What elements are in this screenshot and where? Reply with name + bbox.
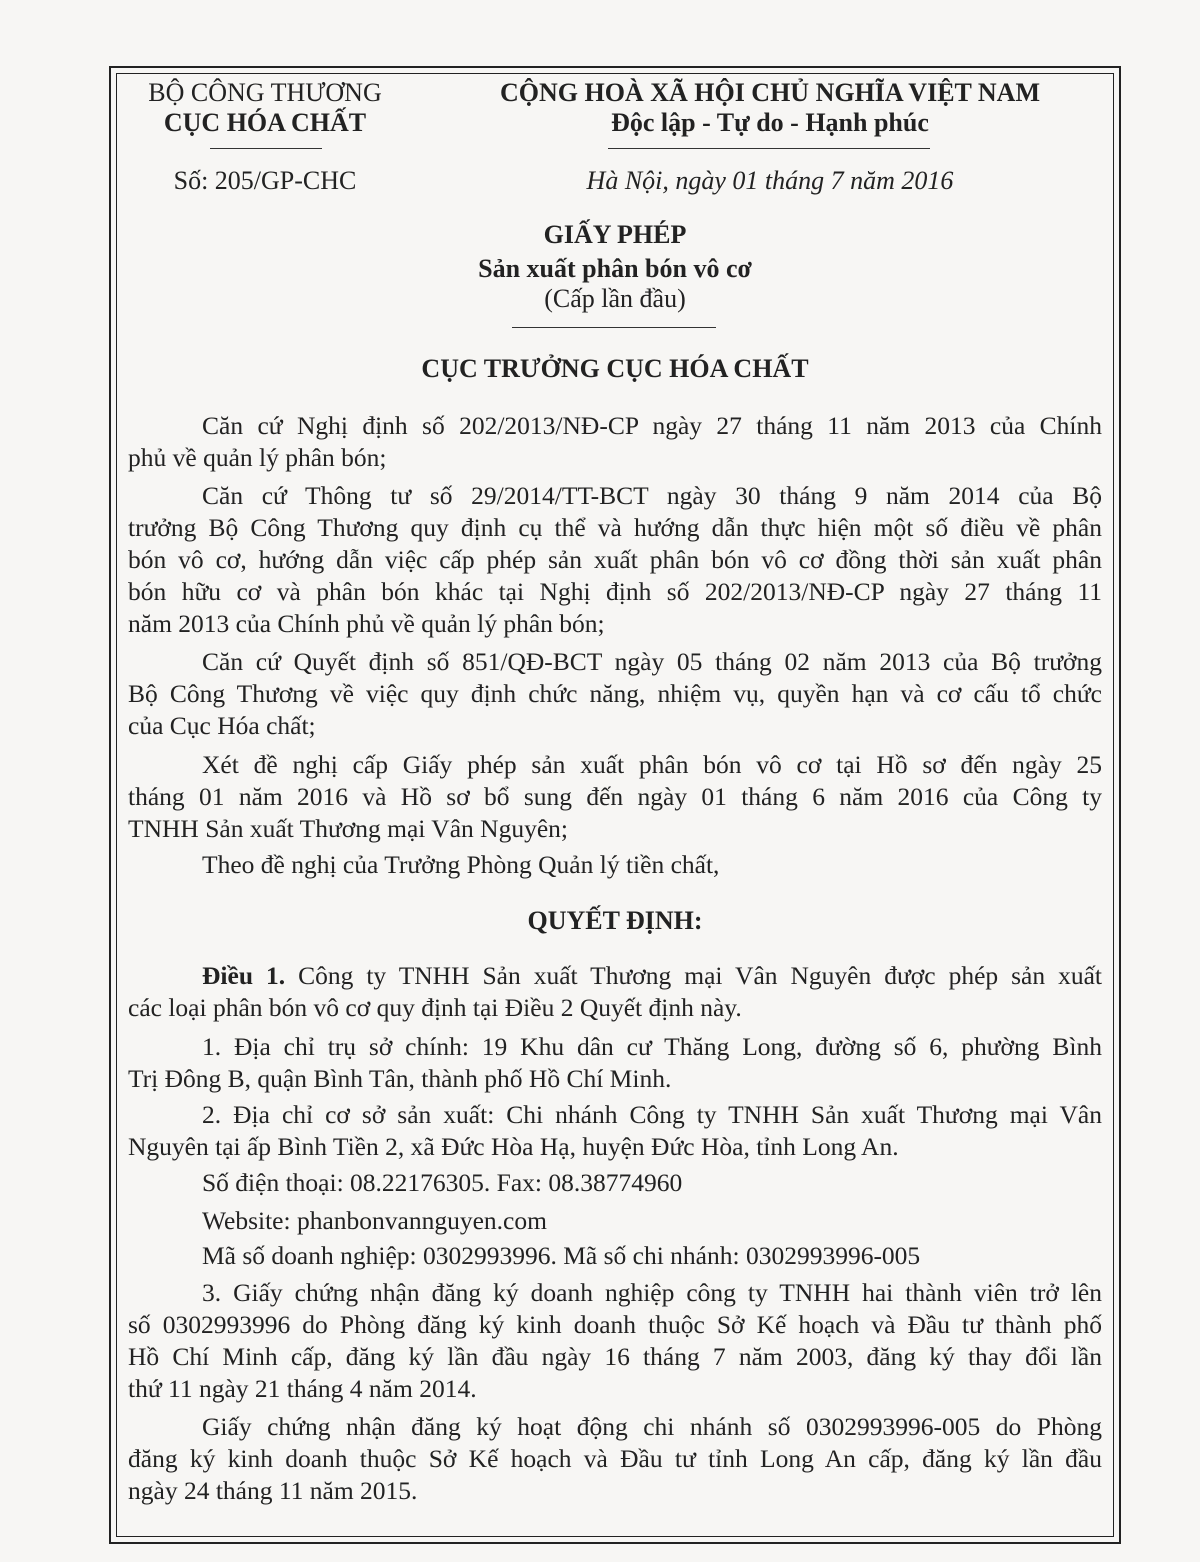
preamble-paragraph-5: [128, 849, 1102, 881]
article-1-item-1: [128, 1031, 1102, 1095]
text-line: 2. Địa chỉ cơ sở sản xuất: Chi nhánh Công ty TNHH Sản xuất Thương mại Vân: [202, 1100, 1102, 1129]
text-line: các loại phân bón vô cơ quy định tại Điều 2 Quyết định này.: [128, 993, 742, 1022]
text-line: Bộ Công Thương về việc quy định chức năng, nhiệm vụ, quyền hạn và cơ cấu tổ chức: [128, 679, 1102, 708]
text-line: Căn cứ Quyết định số 851/QĐ-BCT ngày 05 tháng 02 năm 2013 của Bộ trưởng: [202, 647, 1102, 676]
article-1-intro: [128, 960, 1102, 1024]
department-name: CỤC HÓA CHẤT: [163, 108, 367, 137]
text-line: Trị Đông B, quận Bình Tân, thành phố Hồ Chí Minh.: [128, 1064, 672, 1093]
text-line: của Cục Hóa chất;: [128, 711, 316, 740]
website-line: [128, 1205, 1102, 1237]
preamble-paragraph-4: [128, 749, 1102, 845]
branch-certificate-paragraph: [128, 1411, 1102, 1507]
article-1-text: Công ty TNHH Sản xuất Thương mại Vân Nguyên được phép sản xuất: [298, 961, 1102, 990]
text-line: đăng ký kinh doanh thuộc Sở Kế hoạch và Đầu tư tỉnh Long An cấp, đăng ký lần đầu: [128, 1444, 1102, 1473]
article-1-label: Điều 1.: [202, 961, 286, 990]
text-line: năm 2013 của Chính phủ về quản lý phân bón;: [128, 609, 605, 638]
decision-heading: QUYẾT ĐỊNH:: [527, 906, 703, 935]
text-line: Căn cứ Nghị định số 202/2013/NĐ-CP ngày 27 tháng 11 năm 2013 của Chính: [202, 411, 1102, 440]
country-name: CỘNG HOÀ XÃ HỘI CHỦ NGHĨA VIỆT NAM: [499, 78, 1041, 107]
text-line: Mã số doanh nghiệp: 0302993996. Mã số chi nhánh: 0302993996-005: [202, 1241, 921, 1270]
text-line: ngày 24 tháng 11 năm 2015.: [128, 1476, 418, 1505]
text-line: bón hữu cơ và phân bón khác tại Nghị định số 202/2013/NĐ-CP ngày 27 tháng 11: [128, 577, 1102, 606]
national-motto: Độc lập - Tự do - Hạnh phúc: [611, 108, 929, 137]
article-1-item-2: [128, 1099, 1102, 1163]
text-line: Nguyên tại ấp Bình Tiền 2, xã Đức Hòa Hạ, huyện Đức Hòa, tỉnh Long An.: [128, 1132, 899, 1161]
text-line: [128, 960, 1102, 992]
left-header-rule: [210, 148, 322, 149]
text-line: trưởng Bộ Công Thương quy định cụ thể và hướng dẫn thực hiện một số điều về phân: [128, 513, 1102, 542]
text-line: số 0302993996 do Phòng đăng ký kinh doanh thuộc Sở Kế hoạch và Đầu tư thành phố: [128, 1310, 1102, 1339]
preamble-paragraph-1: [128, 410, 1102, 474]
text-line: phủ về quản lý phân bón;: [128, 443, 387, 472]
text-line: Theo đề nghị của Trưởng Phòng Quản lý tiền chất,: [202, 850, 720, 879]
title-rule: [512, 327, 716, 328]
text-line: Căn cứ Thông tư số 29/2014/TT-BCT ngày 30 tháng 9 năm 2014 của Bộ: [202, 481, 1102, 510]
text-line: Xét đề nghị cấp Giấy phép sản xuất phân bón vô cơ tại Hồ sơ đến ngày 25: [202, 750, 1102, 779]
text-line: Số điện thoại: 08.22176305. Fax: 08.38774960: [202, 1168, 683, 1197]
text-line: TNHH Sản xuất Thương mại Vân Nguyên;: [128, 814, 568, 843]
right-header-rule: [608, 148, 930, 149]
document-issue-note: (Cấp lần đầu): [544, 284, 686, 313]
text-line: Giấy chứng nhận đăng ký hoạt động chi nhánh số 0302993996-005 do Phòng: [202, 1412, 1102, 1441]
enterprise-codes-line: [128, 1240, 1102, 1272]
text-line: Website: phanbonvannguyen.com: [202, 1206, 547, 1235]
text-line: bón vô cơ, hướng dẫn việc cấp phép sản xuất phân bón vô cơ đồng thời sản xuất phân: [128, 545, 1102, 574]
text-line: 1. Địa chỉ trụ sở chính: 19 Khu dân cư Thăng Long, đường số 6, phường Bình: [202, 1032, 1102, 1061]
ministry-name: BỘ CÔNG THƯƠNG: [148, 78, 382, 107]
text-line: 3. Giấy chứng nhận đăng ký doanh nghiệp công ty TNHH hai thành viên trở lên: [202, 1278, 1102, 1307]
document-title: GIẤY PHÉP: [543, 220, 687, 249]
preamble-paragraph-2: [128, 480, 1102, 640]
document-subtitle: Sản xuất phân bón vô cơ: [478, 254, 752, 283]
text-line: thứ 11 ngày 21 tháng 4 năm 2014.: [128, 1374, 477, 1403]
phone-fax-line: [128, 1167, 1102, 1199]
article-1-item-3: [128, 1277, 1102, 1405]
document-number: Số: 205/GP-CHC: [173, 166, 357, 195]
place-and-date: Hà Nội, ngày 01 tháng 7 năm 2016: [586, 166, 954, 195]
issuing-authority: CỤC TRƯỞNG CỤC HÓA CHẤT: [421, 354, 809, 383]
text-line: Hồ Chí Minh cấp, đăng ký lần đầu ngày 16 tháng 7 năm 2003, đăng ký thay đổi lần: [128, 1342, 1102, 1371]
text-line: tháng 01 năm 2016 và Hồ sơ bổ sung đến ngày 01 tháng 6 năm 2016 của Công ty: [128, 782, 1102, 811]
preamble-paragraph-3: [128, 646, 1102, 742]
